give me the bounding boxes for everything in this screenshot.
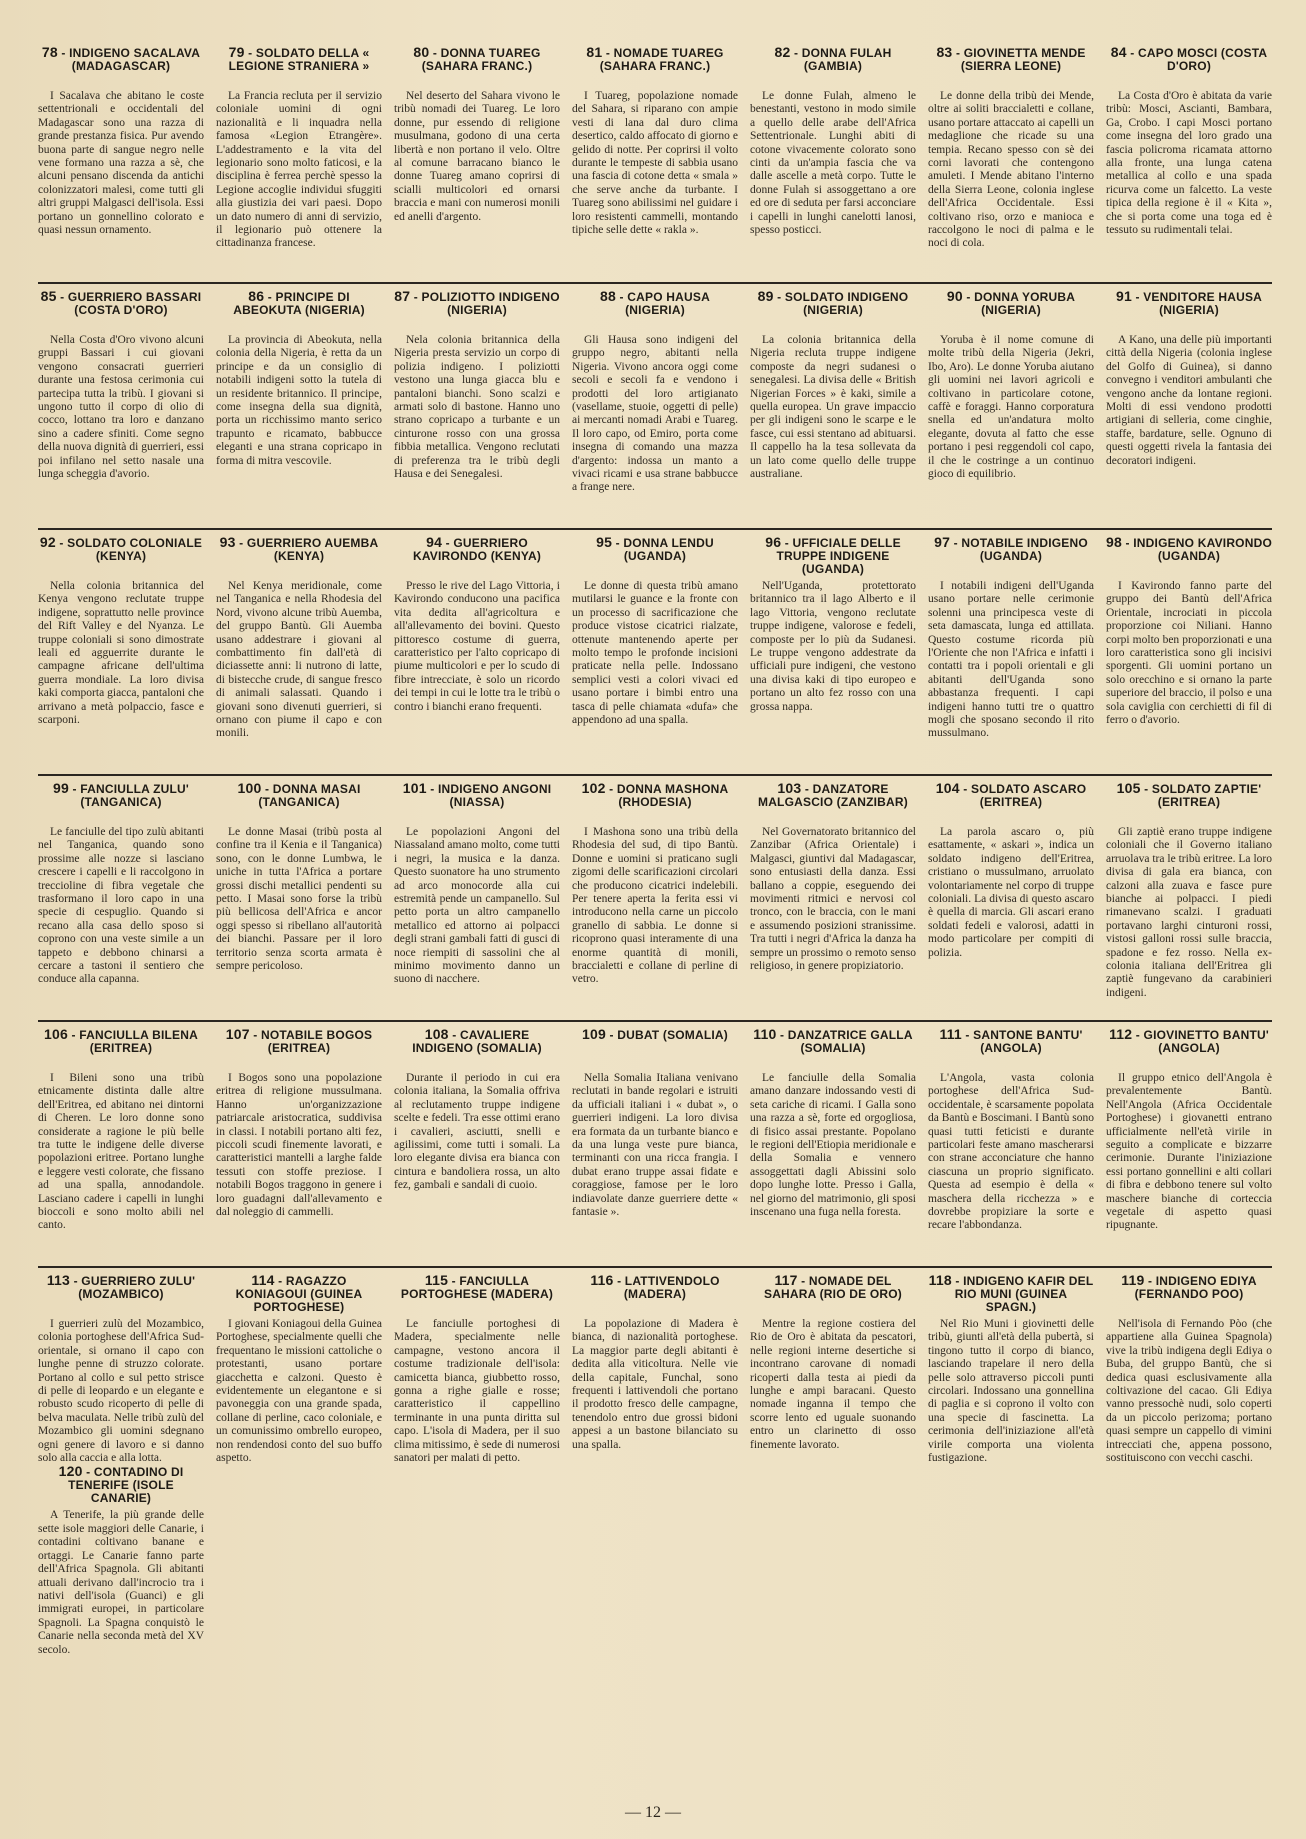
costume-entry <box>216 782 382 1016</box>
entry-text: Nel Rio Muni i giovinetti delle tribù, giunti all'età della pubertà, si tingono tutto il corpo di bianco, lasciando trapelare il nero della pelle solo attraverso piccoli punti circolari. Indossano una gonnellina di paglia e si coprono il volto con una specie di fascinetta. La cerimonia dell'iniziazione all'età virile comporta una violenta fustigazione. <box>928 1318 1094 1465</box>
entry-number: 90 <box>946 288 963 304</box>
entry-heading <box>1106 782 1272 822</box>
entry-separator: - <box>952 46 964 60</box>
entry-number: 105 <box>1116 780 1141 796</box>
entry-separator: - <box>55 536 68 550</box>
costume-entry <box>928 290 1094 524</box>
entry-text: Nel Governatorato britannico del Zanzibar (Africa Orientale) i Malgasci, giuntivi dal Madagascar, sono entusiasti della danza. Essi ballano a coppie, eseguendo dei movimenti ritmici e nervosi col tronco, con le braccia, con le mani e assumendo posizioni stranissime. Tra tutti i negri d'Africa la danza ha sempre un prossimo o remoto senso religioso, in genere propiziatorio. <box>750 826 916 973</box>
costume-entry <box>928 1274 1094 1465</box>
entry-separator: - <box>1131 290 1144 304</box>
entry-title: POLIZIOTTO INDIGENO (NIGERIA) <box>421 290 560 317</box>
entry-separator: - <box>442 536 454 550</box>
entry-number: 97 <box>934 534 951 550</box>
entry-title: INDIGENO EDIYA (FERNANDO POO) <box>1134 1274 1257 1301</box>
entry-separator: - <box>950 536 962 550</box>
entry-number: 111 <box>939 1026 962 1042</box>
entry-title: DONNA FULAH (GAMBIA) <box>801 46 892 73</box>
entry-title: INDIGENO KAVIRONDO (UGANDA) <box>1133 536 1272 563</box>
entry-separator: - <box>70 1274 82 1288</box>
entry-heading <box>928 782 1094 822</box>
entry-heading <box>750 290 916 330</box>
entry-title: DONNA LENDU (UGANDA) <box>623 536 714 563</box>
entry-heading <box>394 536 560 576</box>
costume-entry <box>38 536 204 770</box>
entry-separator: - <box>773 290 785 304</box>
entry-title: GUERRIERO ZULU' (MOZAMBICO) <box>78 1274 196 1301</box>
costume-entry <box>394 46 560 278</box>
entry-text: La colonia britannica della Nigeria recluta truppe indigene composte da negri sudanesi o senegalesi. La divisa delle « British Nigerian Forces » è kaki, simile a quella europea. Un grave impaccio per gli indigeni sono le scarpe e le fasce, cui essi stentano ad abituarsi. Il cappello ha la tesa sollevata da un lato come quello delle truppe australiane. <box>750 334 916 481</box>
entry-separator: - <box>616 290 628 304</box>
entry-separator: - <box>410 290 422 304</box>
entry-separator: - <box>951 1274 964 1288</box>
entry-separator: - <box>605 782 617 796</box>
entry-title: DONNA MASHONA (RHODESIA) <box>616 782 729 809</box>
entry-title: DANZATORE MALGASCIO (ZANZIBAR) <box>758 782 908 809</box>
entry-separator: - <box>602 46 614 60</box>
entry-separator: - <box>797 1274 809 1288</box>
entry-separator: - <box>249 1028 261 1042</box>
entry-text: Gli zaptiè erano truppe indigene coloniali che il Governo italiano arruolava tra le tribù eritree. La loro divisa di gala era bianca, con calzoni alla zuava e fasce pure bianche ai polpacci. I piedi rimanevano scalzi. I graduati portavano larghi cinturoni rossi, vistosi galloni rossi sulle braccia, spadone e fez rosso. Nella ex-colonia italiana dell'Eritrea gli zaptiè fungevano da carabinieri indigeni. <box>1106 826 1272 999</box>
entry-text: Le donne di questa tribù amano mutilarsi le guance e la fronte con un processo di sacrificazione che produce vistose cicatrici rialzate, ottenute mantenendo aperte per molto tempo le profonde incisioni praticate nella pelle. Indossano semplici vesti a colori vivaci ed usano portare i bimbi entro una tasca di pelle chiamata «dufa» che appendono ad una spalla. <box>572 580 738 727</box>
entry-text: Nella colonia britannica del Kenya vengono reclutate truppe indigene, soprattutto nelle province del Rift Valley e del Nyanza. Le truppe coloniali si sono dimostrate leali ed agguerrite durante le campagne africane dell'ultima guerra mondiale. La loro divisa kaki comporta giacca, pantaloni che arrivano a metà polpaccio, fasce e scarponi. <box>38 580 204 727</box>
entry-text: Nel Kenya meridionale, come nel Tanganica e nella Rhodesia del Nord, vivono alcune tribù Auemba, del gruppo Bantù. Gli Auemba usano addestrare i giovani al combattimento fin dall'età di diciassette anni: li nutrono di latte, di bistecche crude, di sangue fresco di animali salassati. Quando i giovani sono divenuti guerrieri, si ornano con piume il capo e con monili. <box>216 580 382 740</box>
entry-number: 83 <box>936 44 953 60</box>
entries-row <box>38 530 1272 776</box>
entry-text: I notabili indigeni dell'Uganda usano portare nelle cerimonie solenni una principesca veste di seta damascata, lunga ed attillata. Questo costume ricorda più l'Oriente che non l'Africa e infatti i contatti tra i popoli orientali e gli abitanti dell'Uganda sono abbastanza frequenti. I capi indigeni hanno tutti tre o quattro mogli che sposano secondo il rito mussulmano. <box>928 580 1094 740</box>
entry-title: SOLDATO ZAPTIE' (ERITREA) <box>1151 782 1262 809</box>
entry-text: Le donne della tribù dei Mende, oltre ai soliti braccialetti e collane, usano portare attaccato ai capelli un medaglione che ricade su una tempia. Recano spesso con sè dei corni lavorati che contengono amuleti. I Mende abitano l'interno della Sierra Leone, colonia inglese dell'Africa Occidentale. Essi coltivano riso, orzo e manioca e raccolgono le noci di palma e le noci di cola. <box>928 90 1094 250</box>
entry-text: Nella Costa d'Oro vivono alcuni gruppi Bassari i cui giovani vengono consacrati guerrieri durante una festosa cerimonia cui partecipa tutta la tribù. I giovani si ungono tutto il corpo di olio di cocco, lottano tra loro e danzano sino a cadere sfiniti. Come segno della nuova dignità di guerrieri, essi poi infilano nel setto nasale una lunga scheggia d'avorio. <box>38 334 204 481</box>
entry-separator: - <box>244 46 256 60</box>
entries-row <box>38 40 1272 284</box>
entries-row <box>38 1268 1272 1656</box>
costume-entry <box>1106 1028 1272 1262</box>
entry-heading <box>750 782 916 822</box>
entry-number: 86 <box>248 288 265 304</box>
entry-separator: - <box>962 290 975 304</box>
entry-number: 108 <box>424 1026 449 1042</box>
costume-entry <box>928 1028 1094 1262</box>
entry-heading <box>572 782 738 822</box>
entry-text: Nell'isola di Fernando Pòo (che appartiene alla Guinea Spagnola) vive la tribù indigena degli Ediya o Buba, del gruppo Bantù, che si dedica quasi esclusivamente alla coltivazione del cacao. Gli Ediya vanno pressochè nudi, solo coperti da un piccolo perizoma; portano quasi sempre un cappello di vimini intrecciati che, appena possono, sostituiscono con vecchi caschi. <box>1106 1318 1272 1465</box>
entry-text: I Bogos sono una popolazione eritrea di religione mussulmana. Hanno un'organizzazione patriarcale aristocratica, suddivisa in classi. I notabili portano alti fez, piccoli scudi finemente lavorati, e caratteristici mantelli a larghe falde tessuti con stoffe preziose. I notabili Bogos traggono in genere i loro guadagni dall'allevamento e dal noleggio di cammelli. <box>216 1072 382 1219</box>
entry-separator: - <box>1126 46 1139 60</box>
costume-entry <box>572 782 738 1016</box>
entry-title: GIOVINETTA MENDE (SIERRA LEONE) <box>960 46 1086 73</box>
entry-separator: - <box>959 782 971 796</box>
entry-text: Nell'Uganda, protettorato britannico tra il lago Alberto e il lago Vittoria, vengono reclutate truppe indigene, valorose e fedeli, composte per lo più da Sudanesi. Le truppe vengono addestrate da ufficiali pure indigeni, che vestono una divisa kaki di tipo europeo e portano un alto fez rosso con una grossa nappa. <box>750 580 916 713</box>
entry-number: 103 <box>777 780 802 796</box>
entry-text: I Bileni sono una tribù etnicamente distinta dalle altre dell'Eritrea, ed abitano nei dintorni di Cheren. Le loro donne sono considerate a ragione le più belle tra tutte le indigene delle diverse popolazioni eritree. Portano lunghe e leggere vesti colorate, che fissano ad una spalla, annodandole. Lasciano cadere i capelli in lunghi bioccoli e sono molto abili nel canto. <box>38 1072 204 1232</box>
entry-heading <box>928 290 1094 330</box>
entry-title: CAPO HAUSA (NIGERIA) <box>625 290 710 317</box>
entry-text: Le donne Fulah, almeno le benestanti, vestono in modo simile a quello delle arabe dell'Africa Settentrionale. Lunghi abiti di cotone vivacemente colorato sono cinti da un'ampia fascia che va dalle ascelle a metà corpo. Tutte le donne Fulah si assoggettano a ore ed ore di seduta per farsi acconciare i capelli in lunghi canelotti lanosi, spesso posticci. <box>750 90 916 237</box>
costume-entry <box>38 290 204 524</box>
entry-heading <box>394 46 560 86</box>
entry-heading <box>928 1274 1094 1314</box>
entry-title: FANCIULLA ZULU' (TANGANICA) <box>80 782 189 809</box>
entry-heading <box>1106 1274 1272 1314</box>
entry-text: La parola ascaro o, più esattamente, « askari », indica un soldato indigeno dell'Eritrea, cristiano o mussulmano, arruolato volontariamente nel corpo di truppe coloniali. La divisa di questo ascaro è quella di marcia. Gli ascari erano soldati fedeli e valorosi, adatti in modo particolare per compiti di polizia. <box>928 826 1094 959</box>
entry-separator: - <box>57 46 70 60</box>
entry-heading <box>750 536 916 576</box>
entry-heading <box>394 782 560 822</box>
entry-text: Nela colonia britannica della Nigeria presta servizio un corpo di polizia indigeno. I poliziotti vestono una lunga giacca blu e pantaloni bianchi. Sono scalzi e armati solo di bastone. Hanno uno strano copricapo a turbante e un cinturone rosso con una grossa fibbia metallica. Vengono reclutati di preferenza tra le tribù degli Hausa e dei Senegalesi. <box>394 334 560 481</box>
costume-entry <box>394 782 560 1016</box>
entry-separator: - <box>1122 536 1134 550</box>
entry-heading <box>216 782 382 822</box>
costume-entry <box>1106 782 1272 1016</box>
entry-title: FANCIULLA PORTOGHESE (MADERA) <box>400 1274 554 1301</box>
entry-heading <box>572 1028 738 1068</box>
entry-separator: - <box>1132 1028 1144 1042</box>
costume-entry <box>38 1274 204 1465</box>
costume-entry <box>38 1028 204 1262</box>
entry-title: SOLDATO DELLA « LEGIONE STRANIERA » <box>228 46 370 73</box>
entry-separator: - <box>82 1465 94 1480</box>
costume-entry <box>928 536 1094 770</box>
entry-title: NOTABILE BOGOS (ERITREA) <box>260 1028 373 1055</box>
entry-text: Le donne Masai (tribù posta al confine tra il Kenia e il Tanganica) sono, con le donne Lumbwa, le uniche in tutta l'Africa a portare grossi dischi metallici pendenti su petto. I Masai sono forse la tribù più bellicosa dell'Africa e ancor oggi spesso si ribellano all'autorità dei bianchi. Passare per il loro territorio senza scorta armata è sempre pericoloso. <box>216 826 382 973</box>
entry-text: I Sacalava che abitano le coste settentrionali e occidentali del Madagascar sono una razza di grande prestanza fisica. Pur avendo buona parte di sangue negro nelle vene formano una razza a sè, che alcuni pensano discenda da antichi colonizzatori malesi, come tutti gli altri gruppi Malgasci dell'isola. Essi portano un gonnellino colorato e quasi nessun ornamento. <box>38 90 204 237</box>
costume-entry <box>750 1028 916 1262</box>
entry-heading <box>38 1274 204 1314</box>
entry-number: 116 <box>590 1272 614 1288</box>
entry-title: VENDITORE HAUSA (NIGERIA) <box>1143 290 1263 317</box>
entry-heading <box>38 1465 204 1505</box>
entry-separator: - <box>68 782 81 796</box>
entry-heading <box>572 1274 738 1314</box>
entry-number: 107 <box>225 1026 250 1042</box>
entry-title: RAGAZZO KONIAGOUI (GUINEA PORTOGHESE) <box>235 1274 363 1314</box>
entry-text: I Kavirondo fanno parte del gruppo dei Bantù dell'Africa Orientale, incrociati in piccola proporzione coi Niliani. Hanno corpi molto ben proporzionati e una loro caratteristica sono gli incisivi sporgenti. Gli uomini portano un solo orecchino e si ornano la parte superiore del braccio, il polso e una sola caviglia con cerchietti di fil di ferro o d'avorio. <box>1106 580 1272 727</box>
entry-heading <box>394 290 560 330</box>
entry-number: 99 <box>53 780 69 796</box>
entry-separator: - <box>264 290 276 304</box>
costume-entry <box>216 1028 382 1262</box>
entry-number: 82 <box>774 44 791 60</box>
entry-text: I Mashona sono una tribù della Rhodesia del sud, di tipo Bantù. Donne e uomini si praticano sugli zigomi delle scarificazioni circolari che producono cicatrici indelebili. Per tenere aperta la ferita essi vi introducono nella carne un piccolo granello di sabbia. Le donne si ricoprono quasi interamente di una enorme quantità di monili, braccialetti e collane di perline di vetro. <box>572 826 738 986</box>
entry-number: 89 <box>757 288 774 304</box>
entry-title: DONNA YORUBA (NIGERIA) <box>974 290 1076 317</box>
entry-number: 85 <box>40 288 57 304</box>
costume-entry <box>1106 46 1272 278</box>
entry-separator: - <box>448 1028 460 1042</box>
entry-separator: - <box>790 46 802 60</box>
entry-number: 94 <box>426 534 443 550</box>
entry-number: 100 <box>237 780 262 796</box>
entry-number: 113 <box>46 1272 71 1288</box>
costume-entry <box>38 782 204 1016</box>
entry-heading <box>572 290 738 330</box>
entry-heading <box>216 1274 382 1314</box>
entry-text: Presso le rive del Lago Vittoria, i Kavirondo conducono una pacifica vita dedita all'agricoltura e all'allevamento dei bovini. Questo pittoresco costume di guerra, caratteristico per l'alto copricapo di piume multicolori e per lo scudo di fibre intrecciate, è solo un ricordo dei tempi in cui le lotte tra le tribù o contro i bianchi erano frequenti. <box>394 580 560 713</box>
entry-separator: - <box>426 782 438 796</box>
entry-separator: - <box>448 1274 460 1288</box>
entry-title: LATTIVENDOLO (MADERA) <box>623 1274 720 1301</box>
entry-number: 106 <box>44 1026 68 1042</box>
entry-separator: - <box>67 1028 80 1042</box>
costume-entry <box>394 1274 560 1465</box>
entries-row <box>38 1022 1272 1268</box>
entry-number: 96 <box>765 534 782 550</box>
entry-number: 98 <box>1106 534 1122 550</box>
entry-text: A Kano, una delle più importanti città della Nigeria (colonia inglese del Golfo di Guinea), si danno convegno i venditori ambulanti che vengono anche da lontane regioni. Molti di essi vendono prodotti artigiani di selleria, come cinghie, staffe, bardature, selle. Ognuno di questi oggetti rivela la fantasia dei decoratori indigeni. <box>1106 334 1272 467</box>
entry-number: 88 <box>600 288 617 304</box>
entry-title: INDIGENO KAFIR DEL RIO MUNI (GUINEA SPAGN.) <box>954 1274 1094 1314</box>
entry-number: 119 <box>1121 1272 1145 1288</box>
entry-heading <box>928 536 1094 576</box>
costume-entry <box>1106 1274 1272 1465</box>
costume-entry <box>394 1028 560 1262</box>
entry-text: A Tenerife, la più grande delle sette isole maggiori delle Canarie, i contadini coltivano banane e ortaggi. Le Canarie fanno parte dell'Africa Spagnola. Gli abitanti attuali derivano dall'incrocio tra i nativi dell'isola (Guanci) e gli immigrati europei, in particolare Spagnoli. La Spagna conquistò le Canarie nella seconda metà del XV secolo. <box>38 1509 204 1656</box>
entry-text: Le fanciulle della Somalia amano danzare indossando vesti di seta cariche di ricami. I Galla sono una razza a sè, forte ed orgogliosa, di fisico assai prestante. Popolano le regioni dell'Etiopia meridionale e della Somalia e vennero assoggettati dagli Abissini solo dopo lunghe lotte. Presso i Galla, nel giorno del matrimonio, gli sposi inscenano una fuga nella foresta. <box>750 1072 916 1219</box>
entry-text: L'Angola, vasta colonia portoghese dell'Africa Sud-occidentale, è scarsamente popolata da Bantù e Boscimani. I Bantù sono quasi tutti feticisti e durante particolari feste amano mascherarsi con strane acconciature che hanno ciascuna un proprio significato. Questa ad esempio è della « maschera della ricchezza » e dovrebbe propiziare la sorte e recare l'abbondanza. <box>928 1072 1094 1232</box>
entries-grid <box>38 40 1272 1656</box>
entry-title: CAPO MOSCI (COSTA D'ORO) <box>1138 46 1268 73</box>
entry-title: SOLDATO ASCARO (ERITREA) <box>970 782 1087 809</box>
costume-entry <box>216 290 382 524</box>
entry-heading <box>394 1274 560 1314</box>
entry-heading <box>1106 536 1272 576</box>
entry-text: Il gruppo etnico dell'Angola è prevalentemente Bantù. Nell'Angola (Africa Occidentale Portoghese) i giovanetti entrano ufficialmente nell'età virile in seguito a complicate e bizzarre cerimonie. Durante l'iniziazione essi portano gonnellini e alti collari di fibra e debbono tenere sul volto maschere bianche di corteccia vegetale di aspetto quasi ripugnante. <box>1106 1072 1272 1232</box>
costume-entry <box>750 290 916 524</box>
entry-text: Durante il periodo in cui era colonia italiana, la Somalia offriva al reclutamento truppe indigene scelte e fedeli. Tra esse ottimi erano i cavalieri, asciutti, snelli e agilissimi, come tutti i somali. La loro elegante divisa era bianca con cintura e bandoliera rossa, un alto fez, gambali e sandali di cuoio. <box>394 1072 560 1192</box>
entry-title: SANTONE BANTU' (ANGOLA) <box>973 1028 1083 1055</box>
entry-title: DUBAT (SOMALIA) <box>617 1028 728 1042</box>
entry-separator: - <box>776 1028 788 1042</box>
costume-entry <box>572 536 738 770</box>
entry-text: I giovani Koniagoui della Guinea Portoghese, specialmente quelli che frequentano le missioni cattoliche o protestanti, usano portare giacchetta e calzoni. Questo è evidentemente un elegantone e si pavoneggia con una grande spada, collane di perline, caco coloniale, e un comunissimo ombrello europeo, non rendendosi conto del suo buffo aspetto. <box>216 1318 382 1465</box>
costume-entry <box>394 536 560 770</box>
entry-number: 93 <box>219 534 236 550</box>
entry-separator: - <box>781 536 793 550</box>
costume-entry <box>750 46 916 278</box>
entry-heading <box>928 46 1094 86</box>
entry-heading <box>216 290 382 330</box>
costume-entry <box>38 1465 204 1656</box>
entry-heading <box>216 536 382 576</box>
entry-text: I Tuareg, popolazione nomade del Sahara, si riparano con ampie vesti di lana dal duro clima desertico, caldo affocato di giorno e gelido di notte. Per coprirsi il volto durante le tempeste di sabbia usano una fascia di cotone detta « smala » che serve anche da turbante. I Tuareg sono abilissimi nel guidare i loro resistenti cammelli, montando tipiche selle dette « rakla ». <box>572 90 738 237</box>
entry-heading <box>1106 46 1272 86</box>
entry-title: FANCIULLA BILENA (ERITREA) <box>79 1028 198 1055</box>
entry-number: 102 <box>581 780 606 796</box>
entry-number: 117 <box>774 1272 798 1288</box>
entry-heading <box>216 46 382 86</box>
entry-text: Gli Hausa sono indigeni del gruppo negro, abitanti nella Nigeria. Vivono ancora oggi come secoli e secoli fa e vendono i prodotti del loro artigianato (vasellame, stuoie, oggetti di pelle) ai mercanti nomadi Arabi e Tuareg. Il loro capo, od Emiro, porta come insegna di comando una mazza d'argento: indossa un manto a vivaci ricami e usa strane babbucce a frange nere. <box>572 334 738 494</box>
entry-heading <box>216 1028 382 1068</box>
entry-title: CAVALIERE INDIGENO (SOMALIA) <box>412 1028 542 1055</box>
entry-text: Nel deserto del Sahara vivono le tribù nomadi dei Tuareg. Le loro donne, pur essendo di religione musulmana, godono di una certa libertà e non portano il velo. Oltre al comune barracano bianco le donne Tuareg amano coprirsi di scialli multicolori ed ornarsi braccia e mani con numerosi monili ed anelli d'argento. <box>394 90 560 223</box>
entry-text: Le popolazioni Angoni del Niassaland amano molto, come tutti i negri, la musica e la danza. Questo suonatore ha uno strumento ad arco monocorde alla cui estremità pende un campanello. Sul petto porta un altro campanello metallico ed attorno ai polpacci degli strani gambali fatti di gusci di noce riempiti di sassolini che al minimo movimento danno un suono di nacchere. <box>394 826 560 986</box>
entry-number: 95 <box>596 534 613 550</box>
entry-title: SOLDATO COLONIALE (KENYA) <box>67 536 203 563</box>
entry-title: DONNA MASAI (TANGANICA) <box>258 782 361 809</box>
entry-separator: - <box>56 290 68 304</box>
entry-separator: - <box>1144 1274 1156 1288</box>
costume-entry <box>216 1274 382 1465</box>
entry-separator: - <box>429 46 441 60</box>
entry-title: UFFICIALE DELLE TRUPPE INDIGENE (UGANDA) <box>776 536 901 576</box>
entries-row <box>38 776 1272 1022</box>
entry-title: NOMADE DEL SAHARA (RIO DE ORO) <box>763 1274 903 1301</box>
costume-entry <box>1106 290 1272 524</box>
entry-separator: - <box>274 1274 286 1288</box>
entry-text: La provincia di Abeokuta, nella colonia della Nigeria, è retta da un principe e da un consiglio di notabili indigeni sotto la tutela di un residente britannico. Il principe, come insegna della sua dignità, porta un ricchissimo manto serico trapunto e ricamato, babbucce eleganti e una strana copricapo in forma di mitra vescovile. <box>216 334 382 467</box>
entry-heading <box>572 536 738 576</box>
entry-heading <box>750 1274 916 1314</box>
entry-text: Mentre la regione costiera del Rio de Oro è abitata da pescatori, nelle regioni interne desertiche si incontrano carovane di nomadi ricoperti dalla testa ai piedi da lunghe e ampi baracani. Questo nomade inganna il tempo che scorre lento ed uguale suonando entro un clarinetto di osso finemente lavorato. <box>750 1318 916 1451</box>
entry-title: INDIGENO ANGONI (NIASSA) <box>438 782 552 809</box>
entry-number: 118 <box>928 1272 952 1288</box>
entry-title: CONTADINO DI TENERIFE (ISOLE CANARIE) <box>68 1465 184 1506</box>
entry-heading <box>1106 290 1272 330</box>
entry-title: GUERRIERO BASSARI (COSTA D'ORO) <box>67 290 202 317</box>
entry-number: 91 <box>1115 288 1132 304</box>
costume-entry <box>394 290 560 524</box>
entry-separator: - <box>961 1028 974 1042</box>
costume-entry <box>572 1274 738 1465</box>
entry-title: GUERRIERO KAVIRONDO (KENYA) <box>412 536 542 563</box>
entry-number: 104 <box>935 780 960 796</box>
entry-text: I guerrieri zulù del Mozambico, colonia portoghese dell'Africa Sud-orientale, si ornano il capo con lunghe penne di struzzo colorate. Portano al collo e sul petto strisce di pelle di leopardo e un elegante e robusto scudo ricoperto di pelle di belva maculata. Nelle tribù zulù del Mozambico gli uomini sdegnano ogni genere di lavoro e si danno solo alla caccia e alla lotta. <box>38 1318 204 1465</box>
entry-separator: - <box>1140 782 1152 796</box>
entry-heading <box>750 46 916 86</box>
entry-number: 115 <box>424 1272 449 1288</box>
entry-text: Nella Somalia Italiana venivano reclutati in bande regolari e istruiti da ufficiali italiani i « dubat », o guerrieri indigeni. La loro divisa era formata da un turbante bianco e da una lunga veste pure bianca, terminanti con una ricca frangia. I dubat erano truppe assai fidate e coraggiose, famose per le loro indiavolate danze guerriere dette « fantasie ». <box>572 1072 738 1219</box>
costume-entry <box>572 290 738 524</box>
entry-number: 81 <box>586 44 603 60</box>
entry-text: La Costa d'Oro è abitata da varie tribù: Mosci, Ascianti, Bambara, Ga, Crobo. I capi Mosci portano come insegna del loro grado una fascia policroma ricamata attorno alla fronte, una lunga catena metallica al collo e una spada ricurva come un falcetto. La veste tipica della regione è il « Kita », che si porta come una toga ed è tessuto su rudimentali telai. <box>1106 90 1272 237</box>
entry-number: 110 <box>753 1026 777 1042</box>
entry-title: GIOVINETTO BANTU' (ANGOLA) <box>1143 1028 1269 1055</box>
entry-number: 84 <box>1110 44 1127 60</box>
entry-number: 109 <box>582 1026 606 1042</box>
entry-separator: - <box>613 1274 625 1288</box>
entry-text: Le fanciulle del tipo zulù abitanti nel Tanganica, quando sono prossime alle nozze si lasciano crescere i capelli e li raccolgono in treccioline di fibra vegetale che trasformano il loro capo in una specie di cespuglio. Quando si recano alla casa dello sposo si coprono con una veste simile a un tappeto e debbono chinarsi a cercare a tastoni il sentiero che conduce alla capanna. <box>38 826 204 986</box>
entry-number: 112 <box>1109 1026 1133 1042</box>
costume-entry <box>38 46 204 278</box>
entry-number: 101 <box>402 780 427 796</box>
costume-entry <box>750 1274 916 1465</box>
costume-entry <box>572 46 738 278</box>
entry-heading <box>750 1028 916 1068</box>
entry-title: NOMADE TUAREG (SAHARA FRANC.) <box>599 46 724 73</box>
entry-heading <box>38 1028 204 1068</box>
entry-heading <box>928 1028 1094 1068</box>
costume-entry <box>928 46 1094 278</box>
entries-row <box>38 284 1272 530</box>
entry-heading <box>1106 1028 1272 1068</box>
entry-number: 78 <box>41 44 58 60</box>
entry-title: INDIGENO SACALAVA (MADAGASCAR) <box>69 46 201 73</box>
entry-title: NOTABILE INDIGENO (UGANDA) <box>961 536 1088 563</box>
entry-number: 120 <box>58 1463 83 1480</box>
entry-number: 114 <box>251 1272 275 1288</box>
entry-separator: - <box>261 782 273 796</box>
entry-title: PRINCIPE DI ABEOKUTA (NIGERIA) <box>233 290 365 317</box>
entry-separator: - <box>801 782 813 796</box>
entry-heading <box>38 536 204 576</box>
entry-text: La popolazione di Madera è bianca, di nazionalità portoghese. La maggior parte degli abitanti è dedita alla viticoltura. Nelle vie della capitale, Funchal, sono frequenti i lattivendoli che portano il prodotto fresco delle campagne, tenendolo entro due grossi bidoni appesi a un bastone bilanciato su una spalla. <box>572 1318 738 1451</box>
costume-entry <box>216 536 382 770</box>
entry-separator: - <box>605 1028 618 1042</box>
entry-number: 79 <box>228 44 245 60</box>
entry-title: SOLDATO INDIGENO (NIGERIA) <box>784 290 909 317</box>
entry-text: Yoruba è il nome comune di molte tribù della Nigeria (Jekri, Ibo, Aro). Le donne Yoruba aiutano gli uomini nei lavori agricoli e coltivano in particolare cotone, caffè e foraggi. Hanno corporatura snella ed un'andatura molto elegante, dovuta al fatto che esse portano i pesi reggendoli col capo, il che le costringe a un continuo gioco di equilibrio. <box>928 334 1094 481</box>
entry-title: GUERRIERO AUEMBA (KENYA) <box>246 536 379 563</box>
entry-number: 92 <box>39 534 56 550</box>
costume-entry <box>928 782 1094 1016</box>
entry-heading <box>38 46 204 86</box>
entry-heading <box>394 1028 560 1068</box>
costume-entry <box>216 46 382 278</box>
entry-text: La Francia recluta per il servizio coloniale uomini di ogni nazionalità e li inquadra nella famosa «Legion Etrangère». L'addestramento e la vita del legionario sono molto faticosi, e la disciplina è ferrea perchè spesso la Legione accoglie individui sfuggiti alla giustizia dei vari paesi. Dopo un dato numero di anni di servizio, il legionario può ottenere la cittadinanza francese. <box>216 90 382 250</box>
page-number: — 12 — <box>625 1804 681 1821</box>
entry-number: 80 <box>413 44 430 60</box>
entry-text: Le fanciulle portoghesi di Madera, specialmente nelle campagne, vestono ancora il costume tradizionale dell'isola: camicetta bianca, giubbetto rosso, gonna a righe gialle e rosse; caratteristico il cappellino terminante in una punta diritta sul capo. L'isola di Madera, per il suo clima mitissimo, è sede di numerosi sanatori per malati di petto. <box>394 1318 560 1465</box>
entry-title: DANZATRICE GALLA (SOMALIA) <box>787 1028 913 1055</box>
costume-entry <box>750 782 916 1016</box>
entry-heading <box>572 46 738 86</box>
entry-number: 87 <box>394 288 411 304</box>
costume-entry <box>572 1028 738 1262</box>
costume-entry <box>750 536 916 770</box>
entry-heading <box>38 782 204 822</box>
entry-heading <box>38 290 204 330</box>
entry-separator: - <box>612 536 624 550</box>
costume-entry <box>1106 536 1272 770</box>
entry-separator: - <box>235 536 247 550</box>
entry-title: DONNA TUAREG (SAHARA FRANC.) <box>421 46 541 73</box>
